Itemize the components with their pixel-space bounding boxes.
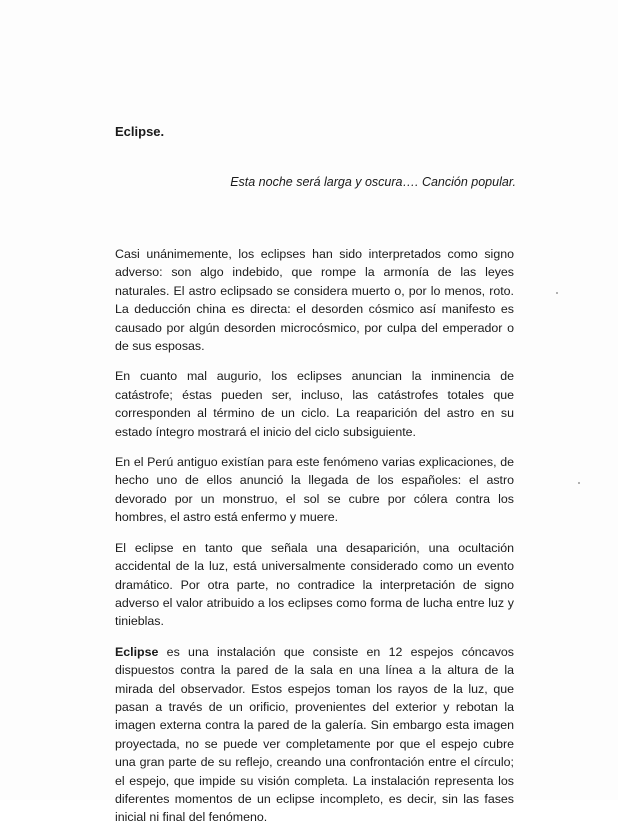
paragraph-text: El eclipse en tanto que señala una desaparición, una ocultación accidental de la luz, está universalmente considerado como un evento dramático. Por otra parte, no contradice la interpretación de signo adverso el valor atribuido a los eclipses como forma de lucha entre luz y tinieblas. (115, 540, 514, 629)
scan-speck (556, 292, 558, 294)
paragraph (115, 453, 514, 527)
paragraph-lead: Eclipse (115, 644, 159, 659)
paragraph-text: es una instalación que consiste en 12 espejos cóncavos dispuestos contra la pared de la sala en una línea a la altura de la mirada del observador. Estos espejos toman los rayos de la luz, que pasan a través de un orificio, provenientes del exterior y rebotan la imagen externa contra la pared de la galería. Sin embargo esta imagen proyectada, no se puede ver completamente por que el espejo cubre una gran parte de su reflejo, creando una confrontación entre el círculo; el espejo, que impide su visión completa. La instalación representa los diferentes momentos de un eclipse incompleto, es decir, sin las fases inicial ni final del fenómeno. (115, 644, 514, 825)
paragraph (115, 643, 514, 827)
paragraph (115, 539, 514, 631)
paragraph (115, 367, 514, 441)
epigraph: Esta noche será larga y oscura…. Canción popular. (230, 175, 516, 189)
document-body (115, 245, 514, 839)
document-title: Eclipse. (115, 124, 165, 139)
paragraph-text: En el Perú antiguo existían para este fenómeno varias explicaciones, de hecho uno de ellos anunció la llegada de los españoles: el astro devorado por un monstruo, el sol se cubre por cólera contra los hombres, el astro está enfermo y muere. (115, 455, 514, 525)
scan-speck (578, 482, 580, 484)
paragraph-text: Casi unánimemente, los eclipses han sido interpretados como signo adverso: son algo indebido, que rompe la armonía de las leyes naturales. El astro eclipsado se considera muerto o, por lo menos, roto. La deducción china es directa: el desorden cósmico así manifesto es causado por algún desorden microcósmico, por culpa del emperador o de sus esposas. (115, 247, 514, 354)
paragraph (115, 245, 514, 355)
paragraph-text: En cuanto mal augurio, los eclipses anuncian la inminencia de catástrofe; éstas pueden ser, incluso, las catástrofes totales que corresponden al término de un ciclo. La reaparición del astro en su estado íntegro mostrará el inicio del ciclo subsiguiente. (115, 369, 514, 439)
